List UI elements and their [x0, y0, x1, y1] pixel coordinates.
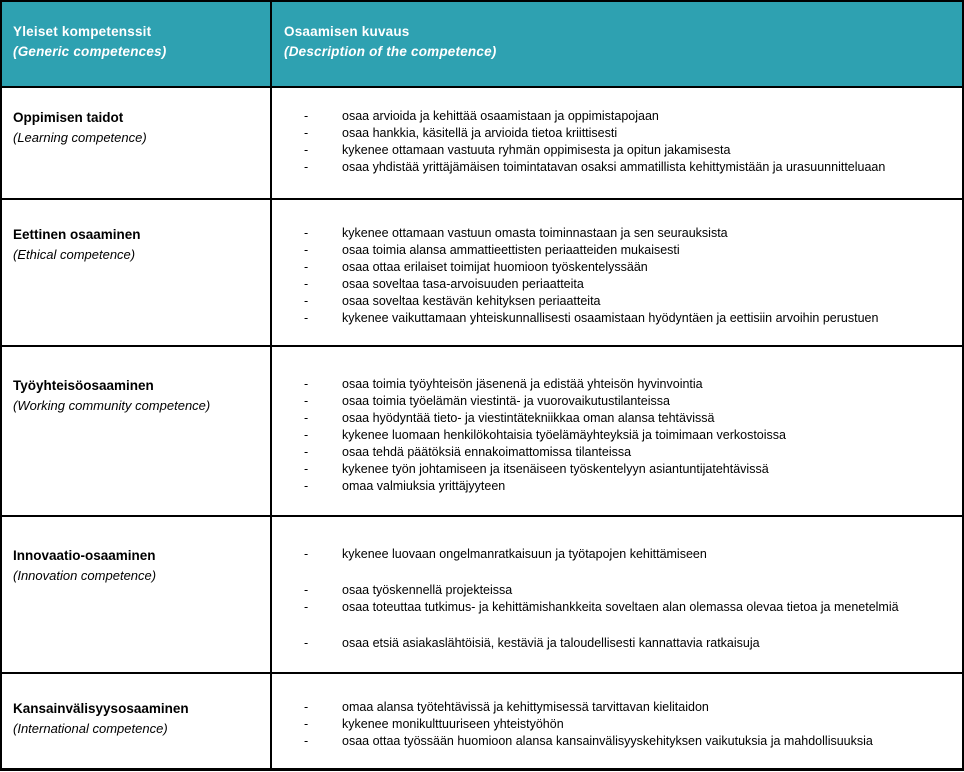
list-item	[272, 582, 952, 599]
bullet-text: osaa toimia työyhteisön jäsenenä ja edistää yhteisön hyvinvointia	[342, 377, 703, 391]
table-header-row	[2, 2, 962, 88]
competence-subtitle: (International competence)	[13, 721, 168, 736]
table-row-international-competence	[2, 674, 962, 768]
competence-title: Innovaatio-osaaminen	[13, 548, 156, 563]
table-row-ethical-competence	[2, 200, 962, 347]
list-item	[272, 310, 952, 327]
bullet-text: kykenee työn johtamiseen ja itsenäiseen työskentelyyn asiantuntijatehtävissä	[342, 462, 769, 476]
competence-name-cell	[2, 200, 272, 345]
list-item	[272, 716, 952, 733]
header-cell-description	[272, 2, 962, 86]
list-item	[272, 478, 952, 495]
dash-marker: -	[304, 479, 309, 493]
bullet-text: kykenee luomaan henkilökohtaisia työelämäyhteyksiä ja toimimaan verkostoissa	[342, 428, 786, 442]
list-item	[272, 410, 952, 427]
header-cell-generic-competences	[2, 2, 272, 86]
bullet-list	[272, 376, 952, 495]
bullet-text: omaa alansa työtehtävissä ja kehittymisessä tarvittavan kielitaidon	[342, 700, 709, 714]
dash-marker: -	[304, 583, 309, 597]
bullet-text: osaa soveltaa tasa-arvoisuuden periaatteita	[342, 277, 584, 291]
list-item	[272, 635, 952, 652]
list-item	[272, 142, 952, 159]
dash-marker: -	[304, 428, 309, 442]
dash-marker: -	[304, 462, 309, 476]
dash-marker: -	[304, 377, 309, 391]
competence-description-cell	[272, 88, 962, 198]
list-item	[272, 376, 952, 393]
list-item	[272, 699, 952, 716]
dash-marker: -	[304, 600, 309, 614]
competence-name-cell	[2, 517, 272, 672]
list-item	[272, 393, 952, 410]
dash-marker: -	[304, 411, 309, 425]
bullet-text: osaa soveltaa kestävän kehityksen periaatteita	[342, 294, 601, 308]
dash-marker: -	[304, 311, 309, 325]
list-item	[272, 125, 952, 142]
bullet-text: kykenee ottamaan vastuun omasta toiminnastaan ja sen seurauksista	[342, 226, 728, 240]
dash-marker: -	[304, 394, 309, 408]
competence-subtitle: (Learning competence)	[13, 130, 147, 145]
competence-description-cell	[272, 517, 962, 672]
list-item	[272, 599, 952, 616]
list-item	[272, 733, 952, 750]
bullet-text: osaa tehdä päätöksiä ennakoimattomissa tilanteissa	[342, 445, 632, 459]
dash-marker: -	[304, 160, 309, 174]
bullet-list	[272, 546, 952, 652]
competence-name-cell	[2, 88, 272, 198]
bullet-text: osaa toimia työelämän viestintä- ja vuorovaikutustilanteissa	[342, 394, 670, 408]
bullet-text: osaa toimia alansa ammattieettisten periaatteiden mukaisesti	[342, 243, 680, 257]
dash-marker: -	[304, 109, 309, 123]
list-item	[272, 444, 952, 461]
competence-description-cell	[272, 674, 962, 768]
list-item	[272, 242, 952, 259]
dash-marker: -	[304, 226, 309, 240]
list-item	[272, 259, 952, 276]
dash-marker: -	[304, 445, 309, 459]
header-title-fi: Osaamisen kuvaus	[284, 24, 410, 39]
dash-marker: -	[304, 636, 309, 650]
bullet-list	[272, 225, 952, 327]
dash-marker: -	[304, 294, 309, 308]
bullet-text: osaa yhdistää yrittäjämäisen toimintatavan osaksi ammatillista kehittymistään ja urasuunnitteluaan	[342, 160, 886, 174]
list-item	[272, 276, 952, 293]
competence-description-cell	[272, 200, 962, 345]
competence-title: Oppimisen taidot	[13, 110, 124, 125]
bullet-text: kykenee monikulttuuriseen yhteistyöhön	[342, 717, 564, 731]
bullet-text: osaa arvioida ja kehittää osaamistaan ja oppimistapojaan	[342, 109, 659, 123]
dash-marker: -	[304, 277, 309, 291]
list-item	[272, 546, 952, 563]
competence-name-cell	[2, 674, 272, 768]
competence-title: Työyhteisöosaaminen	[13, 378, 154, 393]
bullet-text: omaa valmiuksia yrittäjyyteen	[342, 479, 506, 493]
bullet-text: osaa hankkia, käsitellä ja arvioida tietoa kriittisesti	[342, 126, 618, 140]
competence-title: Kansainvälisyysosaaminen	[13, 701, 189, 716]
table-row-working-community-competence	[2, 347, 962, 517]
bullet-list	[272, 699, 952, 750]
competence-description-cell	[272, 347, 962, 515]
bullet-text: osaa etsiä asiakaslähtöisiä, kestäviä ja taloudellisesti kannattavia ratkaisuja	[342, 636, 760, 650]
competence-subtitle: (Innovation competence)	[13, 568, 157, 583]
table-row-innovation-competence	[2, 517, 962, 674]
bullet-text: osaa hyödyntää tieto- ja viestintätekniikkaa oman alansa tehtävissä	[342, 411, 715, 425]
header-subtitle-en: (Description of the competence)	[284, 44, 497, 59]
dash-marker: -	[304, 126, 309, 140]
dash-marker: -	[304, 547, 309, 561]
dash-marker: -	[304, 243, 309, 257]
header-subtitle-en: (Generic competences)	[13, 44, 167, 59]
bullet-list	[272, 108, 952, 176]
dash-marker: -	[304, 260, 309, 274]
dash-marker: -	[304, 143, 309, 157]
dash-marker: -	[304, 734, 309, 748]
list-item	[272, 461, 952, 478]
bullet-text: kykenee luovaan ongelmanratkaisuun ja työtapojen kehittämiseen	[342, 547, 707, 561]
bullet-text: osaa ottaa työssään huomioon alansa kansainvälisyyskehityksen vaikutuksia ja mahdollisuuksia	[342, 734, 873, 748]
list-item	[272, 293, 952, 310]
list-item	[272, 225, 952, 242]
competence-subtitle: (Ethical competence)	[13, 247, 136, 262]
bullet-text: osaa ottaa erilaiset toimijat huomioon työskentelyssään	[342, 260, 648, 274]
list-item	[272, 427, 952, 444]
table-row-learning-competence	[2, 88, 962, 200]
list-item	[272, 108, 952, 125]
competence-title: Eettinen osaaminen	[13, 227, 141, 242]
list-item	[272, 159, 952, 176]
competence-name-cell	[2, 347, 272, 515]
header-title-fi: Yleiset kompetenssit	[13, 24, 152, 39]
bullet-text: osaa toteuttaa tutkimus- ja kehittämishankkeita soveltaen alan olemassa olevaa tietoa ja menetelmiä	[342, 600, 899, 614]
competence-subtitle: (Working community competence)	[13, 398, 211, 413]
bullet-text: kykenee ottamaan vastuuta ryhmän oppimisesta ja opitun jakamisesta	[342, 143, 731, 157]
bullet-text: osaa työskennellä projekteissa	[342, 583, 513, 597]
dash-marker: -	[304, 700, 309, 714]
bullet-text: kykenee vaikuttamaan yhteiskunnallisesti osaamistaan hyödyntäen ja eettisiin arvoihin perustuen	[342, 311, 879, 325]
dash-marker: -	[304, 717, 309, 731]
